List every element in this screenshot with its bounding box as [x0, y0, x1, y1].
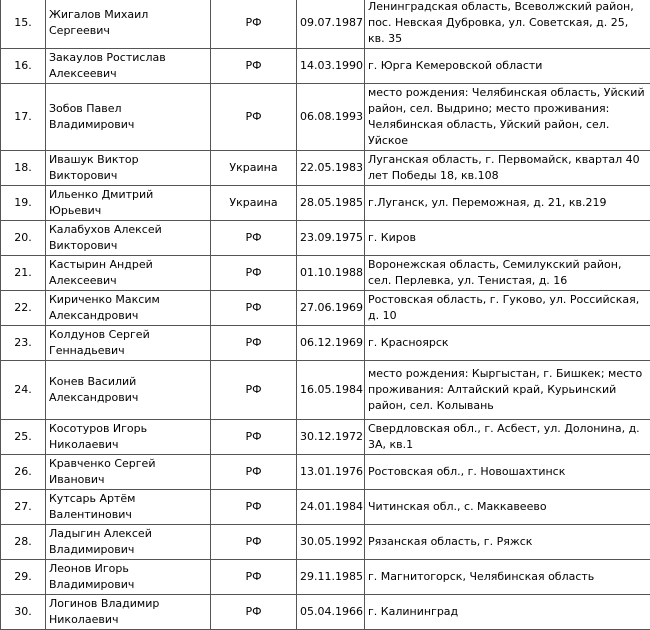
address-cell: Луганская область, г. Первомайск, квартал 40 лет Победы 18, кв.108 — [365, 151, 650, 186]
citizenship-cell: РФ — [211, 361, 297, 420]
row-number: 19. — [1, 186, 46, 221]
address-cell: г. Магнитогорск, Челябинская область — [365, 560, 650, 595]
person-name: Леонов Игорь Владимирович — [46, 560, 211, 595]
person-name: Кутсарь Артём Валентинович — [46, 490, 211, 525]
birth-date: 13.01.1976 — [297, 455, 365, 490]
birth-date: 30.05.1992 — [297, 525, 365, 560]
table-row — [1, 595, 650, 630]
citizenship-cell: РФ — [211, 256, 297, 291]
table-row — [1, 291, 650, 326]
table-row — [1, 186, 650, 221]
birth-date: 14.03.1990 — [297, 49, 365, 84]
birth-date: 29.11.1985 — [297, 560, 365, 595]
row-number: 28. — [1, 525, 46, 560]
address-cell: Ростовская обл., г. Новошахтинск — [365, 455, 650, 490]
address-cell: г. Юрга Кемеровской области — [365, 49, 650, 84]
table-row — [1, 490, 650, 525]
row-number: 16. — [1, 49, 46, 84]
citizenship-cell: РФ — [211, 560, 297, 595]
address-cell: г.Луганск, ул. Переможная, д. 21, кв.219 — [365, 186, 650, 221]
person-name: Конев Василий Александрович — [46, 361, 211, 420]
table-row — [1, 560, 650, 595]
address-cell: г. Красноярск — [365, 326, 650, 361]
citizenship-cell: РФ — [211, 455, 297, 490]
row-number: 18. — [1, 151, 46, 186]
row-number: 15. — [1, 0, 46, 49]
table-row — [1, 455, 650, 490]
person-name: Кириченко Максим Александрович — [46, 291, 211, 326]
birth-date: 01.10.1988 — [297, 256, 365, 291]
citizenship-cell: РФ — [211, 84, 297, 151]
row-number: 26. — [1, 455, 46, 490]
table-row — [1, 0, 650, 49]
address-cell: г. Калининград — [365, 595, 650, 630]
birth-date: 28.05.1985 — [297, 186, 365, 221]
citizenship-cell: Украина — [211, 186, 297, 221]
row-number: 29. — [1, 560, 46, 595]
row-number: 21. — [1, 256, 46, 291]
person-name: Ильенко Дмитрий Юрьевич — [46, 186, 211, 221]
citizenship-cell: РФ — [211, 525, 297, 560]
row-number: 23. — [1, 326, 46, 361]
person-name: Косотуров Игорь Николаевич — [46, 420, 211, 455]
persons-table-body — [1, 0, 650, 630]
address-cell: Воронежская область, Семилукский район, сел. Перлевка, ул. Тенистая, д. 16 — [365, 256, 650, 291]
citizenship-cell: РФ — [211, 490, 297, 525]
address-cell: Ленинградская область, Всеволжский район, пос. Невская Дубровка, ул. Советская, д. 25, кв. 35 — [365, 0, 650, 49]
citizenship-cell: РФ — [211, 221, 297, 256]
person-name: Логинов Владимир Николаевич — [46, 595, 211, 630]
row-number: 25. — [1, 420, 46, 455]
row-number: 20. — [1, 221, 46, 256]
birth-date: 06.12.1969 — [297, 326, 365, 361]
address-cell: Рязанская область, г. Ряжск — [365, 525, 650, 560]
table-row — [1, 525, 650, 560]
address-cell: Читинская обл., с. Маккавеево — [365, 490, 650, 525]
birth-date: 05.04.1966 — [297, 595, 365, 630]
table-row — [1, 326, 650, 361]
address-cell: место рождения: Кыргыстан, г. Бишкек; место проживания: Алтайский край, Курьинский район, сел. Колывань — [365, 361, 650, 420]
address-cell: Свердловская обл., г. Асбест, ул. Долонина, д. 3А, кв.1 — [365, 420, 650, 455]
birth-date: 06.08.1993 — [297, 84, 365, 151]
row-number: 17. — [1, 84, 46, 151]
row-number: 24. — [1, 361, 46, 420]
table-row — [1, 151, 650, 186]
person-name: Кастырин Андрей Алексеевич — [46, 256, 211, 291]
table-row — [1, 420, 650, 455]
birth-date: 16.05.1984 — [297, 361, 365, 420]
person-name: Жигалов Михаил Сергеевич — [46, 0, 211, 49]
address-cell: г. Киров — [365, 221, 650, 256]
table-row — [1, 256, 650, 291]
citizenship-cell: РФ — [211, 420, 297, 455]
row-number: 27. — [1, 490, 46, 525]
table-row — [1, 49, 650, 84]
person-name: Кравченко Сергей Иванович — [46, 455, 211, 490]
birth-date: 09.07.1987 — [297, 0, 365, 49]
person-name: Калабухов Алексей Викторович — [46, 221, 211, 256]
table-row — [1, 361, 650, 420]
birth-date: 23.09.1975 — [297, 221, 365, 256]
row-number: 30. — [1, 595, 46, 630]
birth-date: 24.01.1984 — [297, 490, 365, 525]
citizenship-cell: РФ — [211, 291, 297, 326]
birth-date: 22.05.1983 — [297, 151, 365, 186]
address-cell: Ростовская область, г. Гуково, ул. Российская, д. 10 — [365, 291, 650, 326]
birth-date: 30.12.1972 — [297, 420, 365, 455]
citizenship-cell: Украина — [211, 151, 297, 186]
citizenship-cell: РФ — [211, 49, 297, 84]
person-name: Ладыгин Алексей Владимирович — [46, 525, 211, 560]
person-name: Зобов Павел Владимирович — [46, 84, 211, 151]
citizenship-cell: РФ — [211, 595, 297, 630]
row-number: 22. — [1, 291, 46, 326]
citizenship-cell: РФ — [211, 0, 297, 49]
address-cell: место рождения: Челябинская область, Уйский район, сел. Выдрино; место проживания: Челябинская область, Уйский район, сел. Уйское — [365, 84, 650, 151]
citizenship-cell: РФ — [211, 326, 297, 361]
birth-date: 27.06.1969 — [297, 291, 365, 326]
person-name: Ивашук Виктор Викторович — [46, 151, 211, 186]
table-row — [1, 84, 650, 151]
table-row — [1, 221, 650, 256]
person-name: Закаулов Ростислав Алексеевич — [46, 49, 211, 84]
person-name: Колдунов Сергей Геннадьевич — [46, 326, 211, 361]
